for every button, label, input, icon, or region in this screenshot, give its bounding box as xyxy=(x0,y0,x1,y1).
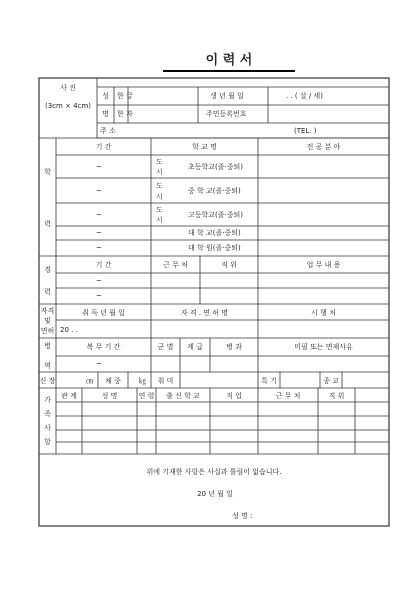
edu-side-1: 학 xyxy=(44,168,51,176)
height-unit: ㎝ xyxy=(86,377,93,385)
career-header-duties: 업 무 내 용 xyxy=(306,261,341,269)
edu-tilde-4: ~ xyxy=(96,229,102,237)
military-header-rank: 계 급 xyxy=(187,343,203,351)
edu-header-period: 기 간 xyxy=(95,143,112,151)
license-side-1: 자격 xyxy=(40,307,55,315)
family-side-1: 가 xyxy=(44,396,51,404)
name-label-1: 성 xyxy=(102,92,109,100)
edu-tilde-1: ~ xyxy=(96,163,102,171)
hobby-label: 취 미 xyxy=(157,377,174,385)
family-header-job: 직 업 xyxy=(226,392,242,400)
career-header-workplace: 근 무 처 xyxy=(163,261,188,269)
license-side-3: 면허 xyxy=(40,327,55,335)
hanja-label: 한 자 xyxy=(117,110,133,118)
license-header-name: 자 격 . 면 허 명 xyxy=(180,309,229,317)
tel-label: (TEL. ) xyxy=(294,127,317,135)
career-header-period: 기 간 xyxy=(95,261,112,269)
career-side-1: 경 xyxy=(44,266,51,274)
career-side-2: 력 xyxy=(44,288,51,296)
weight-unit: ㎏ xyxy=(139,377,146,385)
name-label-2: 명 xyxy=(102,110,109,118)
edu-row-1: 초등학교(졸·중퇴) xyxy=(188,163,244,171)
birth-value: . . ( 살 / 세) xyxy=(286,92,323,100)
edu-si-2: 시 xyxy=(156,193,163,201)
title-underline xyxy=(163,70,295,72)
family-header-position: 직 위 xyxy=(328,392,345,400)
career-header-position: 직 위 xyxy=(221,261,237,269)
edu-tilde-2: ~ xyxy=(96,187,102,195)
military-side-2: 역 xyxy=(44,362,51,370)
family-side-3: 사 xyxy=(44,424,51,432)
edu-row-3: 고등학교(졸·중퇴) xyxy=(188,211,244,219)
license-header-issuer: 시 행 처 xyxy=(311,309,336,317)
declaration-statement: 위에 기재한 사항은 사실과 틀림이 없습니다. xyxy=(146,468,282,476)
declaration-signature: 성 명 : xyxy=(232,512,253,520)
photo-size: (3cm × 4cm) xyxy=(44,102,92,110)
edu-row-2: 중 학 교(졸·중퇴) xyxy=(188,187,241,195)
career-tilde-2: ~ xyxy=(96,292,102,300)
rrn-label: 주민등록번호 xyxy=(206,110,247,118)
family-header-relation: 관 계 xyxy=(61,392,77,400)
weight-label: 체 중 xyxy=(105,377,121,385)
document-title: 이 력 서 xyxy=(205,53,253,68)
address-label: 주 소 xyxy=(100,127,116,135)
military-header-branch: 군 별 xyxy=(157,343,174,351)
license-side-2: 및 xyxy=(44,317,51,325)
family-header-name: 성 명 xyxy=(101,392,118,400)
edu-do-2: 도 xyxy=(156,182,163,190)
edu-si-3: 시 xyxy=(156,216,163,224)
declaration-date: 20 년 월 일 xyxy=(197,490,233,498)
edu-tilde-3: ~ xyxy=(96,211,102,219)
edu-do-1: 도 xyxy=(156,158,163,166)
edu-si-1: 시 xyxy=(156,168,163,176)
family-header-age: 연 령 xyxy=(138,392,155,400)
edu-row-5: 대 학 원(졸·중퇴) xyxy=(188,244,241,252)
family-side-2: 족 xyxy=(44,410,51,418)
military-header-exemption: 미필 또는 면제사유 xyxy=(294,343,353,351)
hangul-label: 한 글 xyxy=(117,92,133,100)
license-year-prefix: 20 . . xyxy=(60,326,78,334)
military-header-specialty: 병 과 xyxy=(226,343,242,351)
edu-header-school: 학 교 명 xyxy=(192,143,217,151)
edu-tilde-5: ~ xyxy=(96,244,102,252)
military-side-1: 병 xyxy=(44,342,51,350)
career-tilde-1: ~ xyxy=(96,277,102,285)
family-side-4: 항 xyxy=(44,438,51,446)
height-label: 신 장 xyxy=(39,377,56,385)
military-tilde: ~ xyxy=(96,360,102,368)
birth-label: 생 년 월 일 xyxy=(210,92,244,100)
license-header-date: 취 득 년 월 일 xyxy=(82,309,125,317)
family-header-school: 출 신 학 교 xyxy=(166,392,200,400)
family-header-workplace: 근 무 처 xyxy=(275,392,301,400)
photo-label: 사 진 xyxy=(60,84,76,92)
edu-header-major: 전 공 분 야 xyxy=(306,143,341,151)
edu-row-4: 대 학 교(졸·중퇴) xyxy=(188,229,241,237)
skill-label: 특 기 xyxy=(261,377,277,385)
military-header-period: 복 무 기 간 xyxy=(86,343,121,351)
religion-label: 종 교 xyxy=(323,377,339,385)
edu-side-2: 력 xyxy=(44,220,51,228)
edu-do-3: 도 xyxy=(156,206,163,214)
